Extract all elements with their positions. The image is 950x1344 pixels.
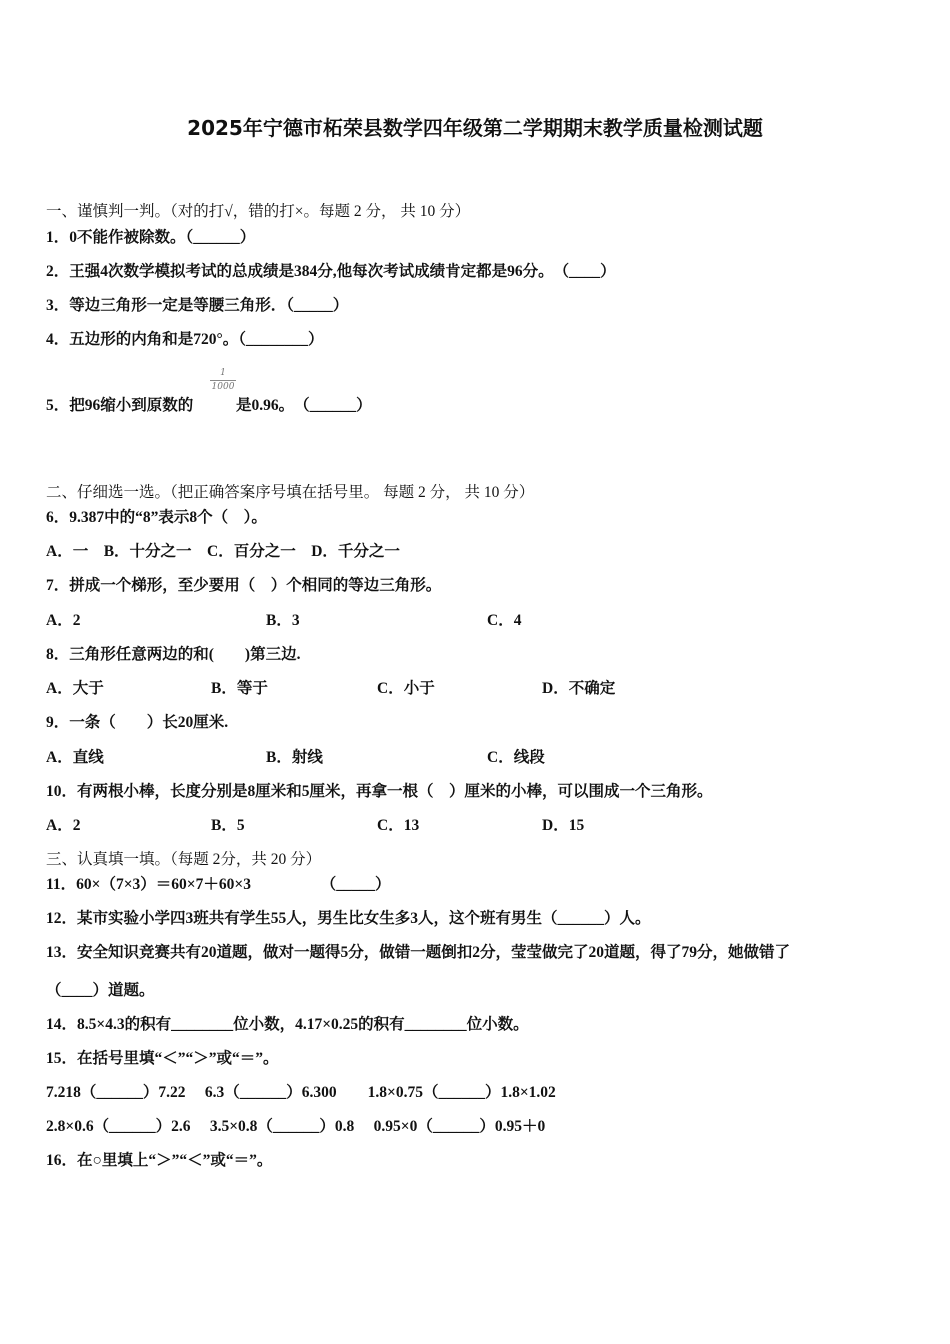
question-15: 15．在括号里填“＜”“＞”或“＝”。 [46, 1050, 279, 1067]
section-3-header: 三、认真填一填。（每题 2分，共 20 分） [46, 851, 322, 868]
question-10: 10．有两根小棒，长度分别是8厘米和5厘米，再拿一根（ ）厘米的小棒，可以围成一个三角形。 [46, 783, 713, 800]
question-10-option-c: C．13 [377, 817, 420, 834]
question-7-option-b: B．3 [266, 612, 300, 629]
section-2-header: 二、仔细选一选。（把正确答案序号填在括号里。 每题 2 分， 共 10 分） [46, 484, 535, 501]
question-7-option-c: C．4 [487, 612, 522, 629]
question-6-options: A．一 B．十分之一 C．百分之一 D．千分之一 [46, 543, 400, 560]
question-8: 8．三角形任意两边的和( )第三边. [46, 646, 301, 663]
question-9: 9．一条（ ）长20厘米. [46, 714, 229, 731]
question-15-row-1: 7.218（______）7.22 6.3（______）6.300 1.8×0.75（______）1.8×1.02 [46, 1084, 556, 1101]
fraction-numerator: 1 [220, 368, 226, 378]
question-7: 7．拼成一个梯形，至少要用（ ）个相同的等边三角形。 [46, 577, 442, 594]
question-5-part-a: 5．把96缩小到原数的 [46, 397, 194, 414]
question-15-row-2: 2.8×0.6（______）2.6 3.5×0.8（______）0.8 0.95×0（______）0.95＋0 [46, 1118, 546, 1135]
question-8-option-b: B．等于 [211, 680, 268, 697]
question-2: 2．王强4次数学模拟考试的总成绩是384分,他每次考试成绩肯定都是96分。 （____） [46, 263, 616, 280]
question-10-option-d: D．15 [542, 817, 585, 834]
question-12: 12．某市实验小学四3班共有学生55人，男生比女生多3人，这个班有男生（______）人。 [46, 910, 651, 927]
question-6: 6．9.387中的“8”表示8个（ ）。 [46, 509, 267, 526]
question-9-option-b: B．射线 [266, 749, 323, 766]
question-9-option-c: C．线段 [487, 749, 545, 766]
question-5-part-b: 是0.96。 （______） [236, 397, 372, 414]
question-13-line-1: 13．安全知识竞赛共有20道题，做对一题得5分，做错一题倒扣2分，莹莹做完了20道题，得了79分，她做错了 [46, 944, 791, 961]
question-11: 11．60×（7×3）＝60×7＋60×3 （_____） [46, 876, 391, 893]
question-13-line-2: （____）道题。 [46, 982, 155, 999]
question-10-option-a: A．2 [46, 817, 81, 834]
question-8-option-d: D．不确定 [542, 680, 616, 697]
question-8-option-c: C．小于 [377, 680, 435, 697]
question-16: 16．在○里填上“＞”“＜”或“＝”。 [46, 1152, 273, 1169]
question-9-option-a: A．直线 [46, 749, 104, 766]
fraction-one-thousandth [210, 368, 236, 393]
fraction-bar [210, 380, 236, 381]
question-3: 3．等边三角形一定是等腰三角形．（_____） [46, 297, 349, 314]
question-8-option-a: A．大于 [46, 680, 104, 697]
fraction-denominator: 1000 [211, 382, 235, 392]
question-4: 4．五边形的内角和是720°。（________） [46, 331, 324, 348]
section-1-header: 一、谨慎判一判。（对的打√，错的打×。每题 2 分， 共 10 分） [46, 203, 471, 220]
question-10-option-b: B．5 [211, 817, 245, 834]
question-1: 1．0不能作被除数。（______） [46, 229, 256, 246]
page-title: 2025年宁德市柘荣县数学四年级第二学期期末教学质量检测试题 [187, 116, 763, 140]
question-7-option-a: A．2 [46, 612, 81, 629]
question-14: 14．8.5×4.3的积有________位小数，4.17×0.25的积有________位小数。 [46, 1016, 529, 1033]
